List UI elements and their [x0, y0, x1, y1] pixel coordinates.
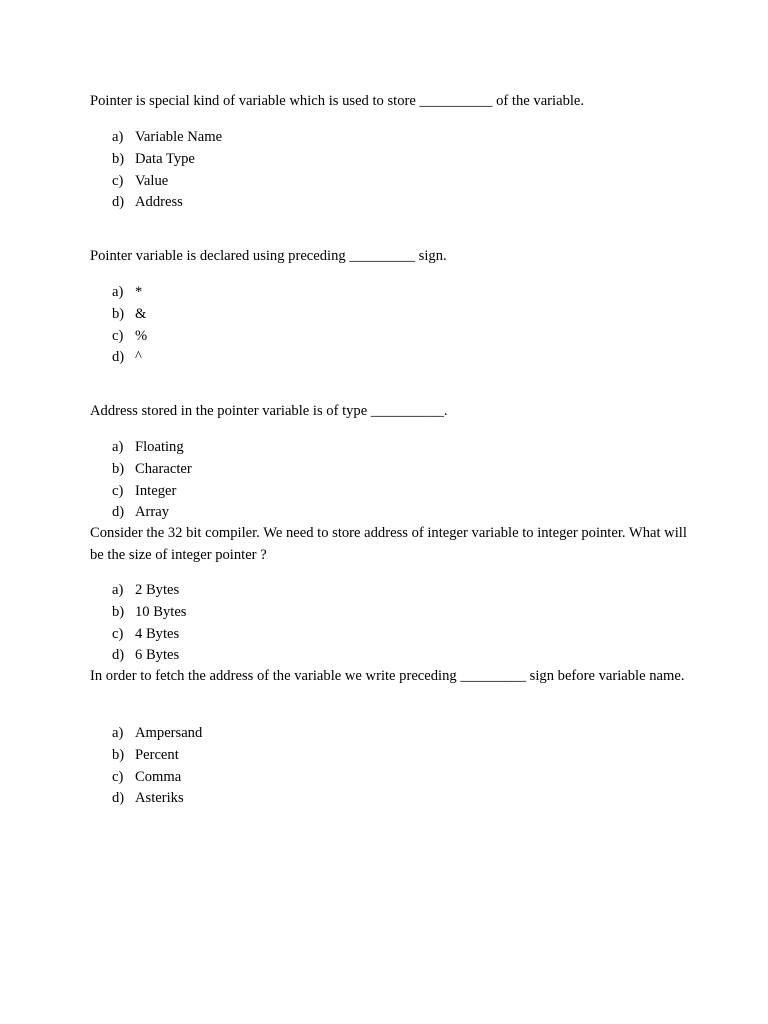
option-text: *	[135, 284, 143, 300]
option-label: c)	[112, 482, 124, 499]
option-label: c)	[112, 625, 124, 642]
option-label: d)	[112, 790, 125, 807]
option-label: a)	[112, 439, 124, 455]
option-text: Comma	[135, 768, 182, 785]
option-list-item	[112, 127, 222, 149]
question-5-text: In order to fetch the address of the variable we write preceding _________ sign before variable name.	[90, 668, 685, 684]
question-3-options	[112, 437, 192, 524]
option-list-item	[112, 192, 222, 214]
option-text: 6 Bytes	[135, 647, 180, 664]
option-label: a)	[112, 284, 124, 300]
option-list-item	[112, 645, 186, 667]
option-text: Address	[135, 194, 183, 211]
question-1-text: Pointer is special kind of variable which is used to store __________ of the variable.	[90, 93, 585, 109]
option-list-item	[112, 304, 147, 326]
option-label: d)	[112, 194, 125, 211]
option-list-item	[112, 745, 202, 767]
option-list-item	[112, 624, 186, 646]
option-text: %	[135, 327, 148, 344]
option-text: Percent	[135, 746, 179, 763]
question-2-text: Pointer variable is declared using preceding _________ sign.	[90, 248, 447, 264]
option-list-item	[112, 282, 147, 304]
option-list-item	[112, 149, 222, 171]
option-list-item	[112, 602, 186, 624]
option-list-item	[112, 347, 147, 369]
option-label: a)	[112, 725, 124, 741]
option-label: d)	[112, 504, 125, 521]
option-text: Variable Name	[135, 129, 223, 145]
option-label: b)	[112, 746, 125, 763]
option-text: Integer	[135, 482, 177, 499]
option-label: c)	[112, 327, 124, 344]
question-5-options	[112, 723, 202, 810]
option-text: &	[135, 305, 147, 322]
option-list-item	[112, 326, 147, 348]
option-text: Floating	[135, 439, 184, 455]
option-list-item	[112, 767, 202, 789]
question-4-text: Consider the 32 bit compiler. We need to store address of integer variable to integer pointer. What will be the size of integer pointer ?	[90, 525, 687, 563]
option-label: b)	[112, 305, 125, 322]
option-label: c)	[112, 172, 124, 189]
question-2-options	[112, 282, 147, 369]
option-text: 2 Bytes	[135, 582, 180, 598]
question-1-options	[112, 127, 222, 214]
option-label: a)	[112, 129, 124, 145]
option-text: Character	[135, 460, 192, 477]
option-list-item	[112, 171, 222, 193]
option-label: b)	[112, 150, 125, 167]
option-label: b)	[112, 460, 125, 477]
question-3-text: Address stored in the pointer variable is of type __________.	[90, 403, 448, 419]
option-list-item	[112, 481, 192, 503]
option-text: Array	[135, 504, 170, 521]
option-list-item	[112, 580, 186, 602]
option-text: Value	[135, 172, 169, 189]
option-text: 10 Bytes	[135, 603, 187, 620]
question-4-options	[112, 580, 186, 667]
option-label: c)	[112, 768, 124, 785]
option-text: Data Type	[135, 150, 195, 167]
option-label: b)	[112, 603, 125, 620]
option-list-item	[112, 723, 202, 745]
option-text: ^	[135, 349, 142, 366]
option-text: 4 Bytes	[135, 625, 180, 642]
option-text: Ampersand	[135, 725, 203, 741]
option-list-item	[112, 437, 192, 459]
option-label: d)	[112, 647, 125, 664]
option-list-item	[112, 788, 202, 810]
option-list-item	[112, 459, 192, 481]
option-label: a)	[112, 582, 124, 598]
option-list-item	[112, 502, 192, 524]
option-label: d)	[112, 349, 125, 366]
option-text: Asteriks	[135, 790, 184, 807]
